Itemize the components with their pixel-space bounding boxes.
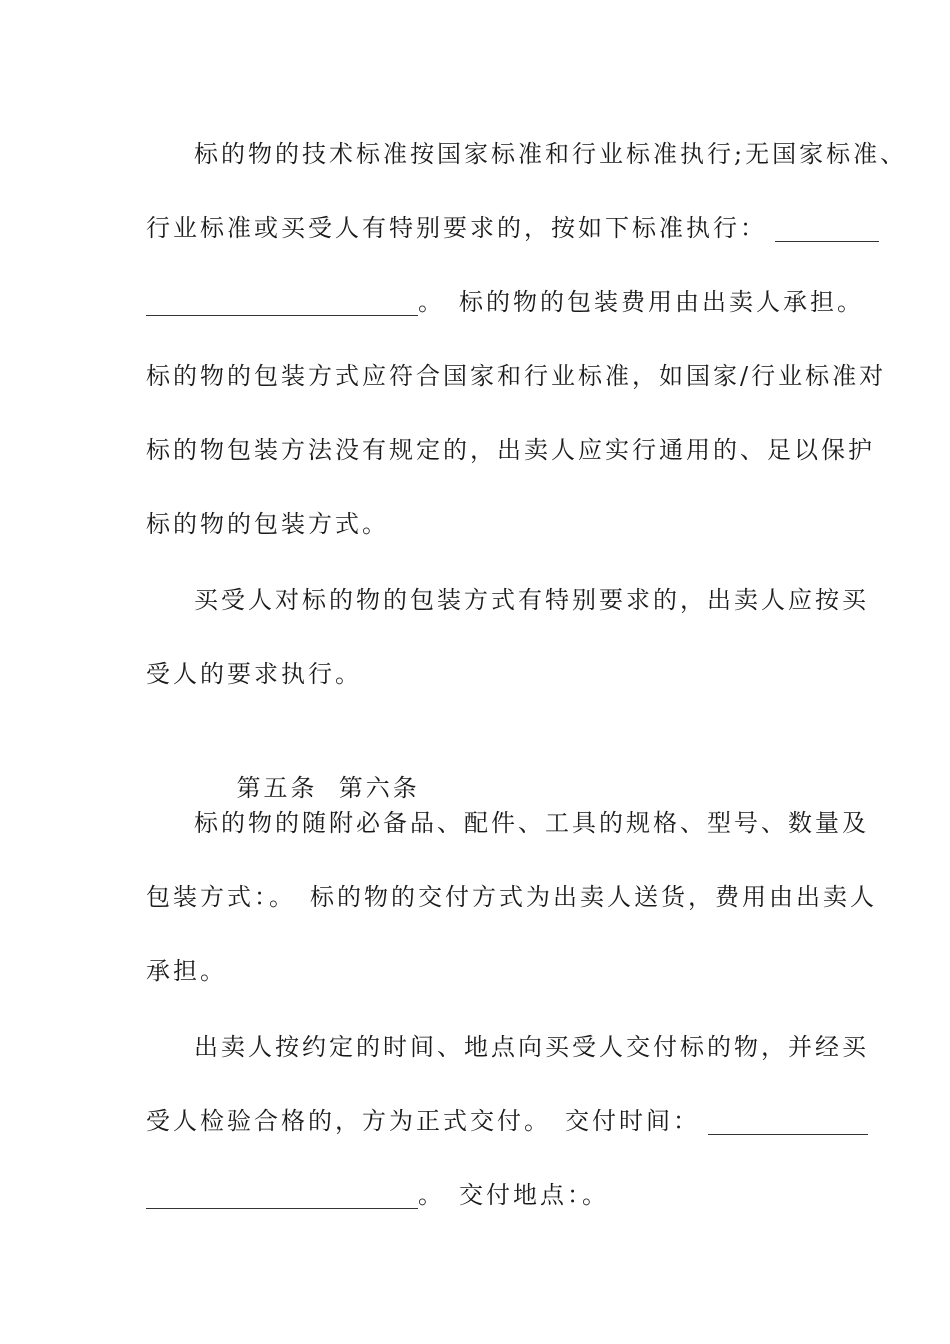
paragraph-line	[146, 504, 389, 544]
fill-blank[interactable]	[146, 287, 418, 316]
text: 承担。	[146, 957, 227, 985]
text: 交付时间：	[565, 1107, 700, 1135]
text: 。	[418, 1181, 445, 1209]
text: 标的物包装方法没有规定的，出卖人应实行通用的、足以保护	[146, 436, 875, 464]
paragraph-line	[146, 356, 886, 396]
paragraph-line	[146, 430, 875, 470]
text: 标的物的交付方式为出卖人送货，费用由出卖人	[310, 883, 877, 911]
text: 标的物的包装方式应符合国家和行业标准，如国家/行业标准对	[146, 362, 887, 390]
paragraph-line	[194, 1027, 869, 1067]
fill-blank[interactable]	[708, 1106, 868, 1135]
heading-text: 第五条 第六条	[236, 774, 420, 802]
section-heading	[194, 728, 420, 802]
text: 受人的要求执行。	[146, 660, 362, 688]
text: 买受人对标的物的包装方式有特别要求的，出卖人应按买	[194, 586, 869, 614]
paragraph-line	[194, 803, 869, 843]
text: 包装方式：。	[146, 883, 296, 911]
fill-blank[interactable]	[775, 213, 879, 242]
paragraph-line	[194, 134, 907, 174]
paragraph-line	[146, 877, 877, 917]
paragraph-line	[146, 1175, 609, 1215]
fill-blank[interactable]	[146, 1180, 418, 1209]
paragraph-line	[146, 654, 362, 694]
text: 标的物的随附必备品、配件、工具的规格、型号、数量及	[194, 809, 869, 837]
text: 出卖人按约定的时间、地点向买受人交付标的物，并经买	[194, 1033, 869, 1061]
paragraph-line	[146, 208, 879, 248]
text: 交付地点：。	[459, 1181, 609, 1209]
text: 受人检验合格的，方为正式交付。	[146, 1107, 551, 1135]
paragraph-line	[146, 951, 227, 991]
text: 标的物的包装方式。	[146, 510, 389, 538]
text: 标的物的技术标准按国家标准和行业标准执行;无国家标准、	[194, 140, 908, 168]
paragraph-line	[194, 580, 869, 620]
text: 。	[418, 288, 445, 316]
paragraph-line	[146, 1101, 868, 1141]
paragraph-line	[146, 282, 864, 322]
text: 标的物的包装费用由出卖人承担。	[459, 288, 864, 316]
text: 行业标准或买受人有特别要求的，按如下标准执行：	[146, 214, 767, 242]
